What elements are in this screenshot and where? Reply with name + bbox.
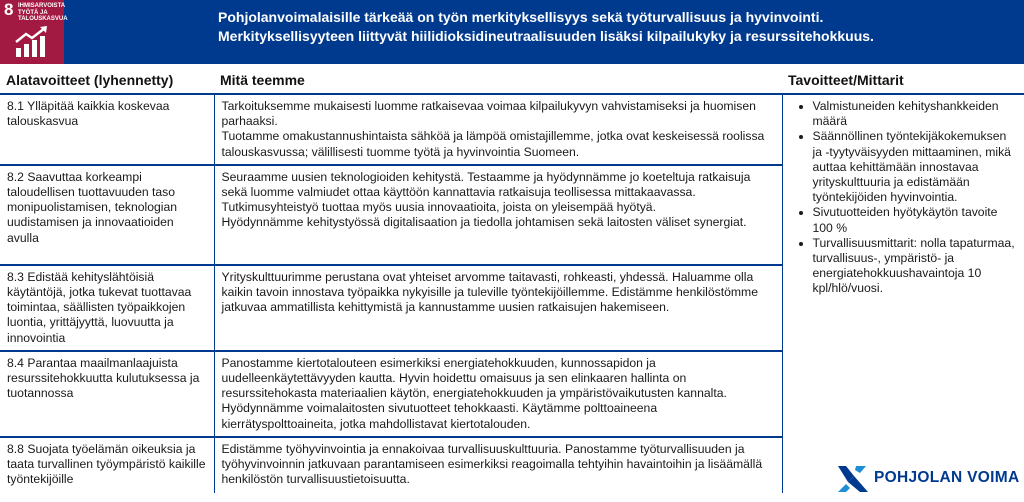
action-text: Panostamme kiertotalouteen esimerkiksi energiatehokkuuden, kunnossapidon ja uudelleenkäytettävyyden kautta. Hyvin hoidettu omaisuus ja sen elinkaaren hallinta on resurssitehokasta materiaalien käytön, energiatehokkuuden ja ympäristövaikutusten kannalta. Hyödynnämme voimalaitosten sivutuotteet tehokkaasti. Käytämme polttoaineena kierrätyspolttoaineita, jotka mahdollistavat kiertotalouden. bbox=[221, 355, 727, 431]
growth-chart-icon bbox=[14, 26, 50, 58]
targets-cell bbox=[782, 94, 1024, 493]
action-text: Hyödynnämme kehitystyössä digitalisaation ja tiedolla johtamisen sekä laitosten väliset synergiat. bbox=[221, 215, 747, 230]
subgoal-cell: 8.3 Edistää kehityslähtöisiä käytäntöjä, jotka tukevat tuottavaa toimintaa, säällisten työpaikkojen luontia, yrittäjyyttä, luovuutta ja innovointia bbox=[0, 265, 214, 351]
column-header-actions: Mitä teemme bbox=[214, 67, 782, 94]
header-line-2: Merkityksellisyyteen liittyvät hiilidioksidineutraalisuuden lisäksi kilpailukyky ja resurssitehokkuus. bbox=[218, 28, 874, 44]
sdg-title bbox=[18, 3, 68, 23]
subgoal-cell: 8.1 Ylläpitää kaikkia koskevaa talouskasvua bbox=[0, 94, 214, 165]
list-item: • Säännöllinen työntekijäkokemuksen ja -tyytyväisyyden mittaaminen, mikä auttaa kehittämään innostavaa yrityskulttuuria ja edistämään työntekijöiden hyvinvointia. bbox=[813, 129, 1019, 205]
sdg-number: 8 bbox=[4, 0, 14, 19]
action-text: Tuotamme omakustannushintaista sähköä ja lämpöä omistajillemme, jotka ovat keskeisessä roolissa talouskasvussa; välillisesti tuomme työtä ja hyvinvointia Suomeen. bbox=[221, 129, 765, 159]
actions-cell bbox=[214, 437, 782, 493]
column-header-targets: Tavoitteet/Mittarit bbox=[782, 67, 1024, 94]
sdg-title-line: TYÖTÄ JA bbox=[18, 9, 48, 16]
action-text: Edistämme työhyvinvointia ja ennakoivaa turvallisuuskulttuuria. Panostamme työturvallisuuden ja työhyvinvoinnin jatkuvaan parantamiseen esimerkiksi reagoimalla tehtyihin havaintoihin ja lisäämällä henkilöstön turvallisuustietoisuutta. bbox=[221, 441, 763, 487]
header-statement bbox=[218, 8, 1008, 46]
actions-cell bbox=[214, 351, 782, 437]
targets-list bbox=[799, 99, 1019, 297]
actions-cell bbox=[214, 94, 782, 165]
action-text: Yrityskulttuurimme perustana ovat yhteiset arvomme taitavasti, rohkeasti, yhdessä. Haluamme olla kaikin tavoin innostava työpaikka nykyisille ja tuleville työntekijöillemme. Edistämme henkilöstömme jatkuvaa ammatillista kehittymistä ja kannustamme uusien ratkaisujen hakemiseen. bbox=[221, 269, 758, 315]
subgoal-cell: 8.8 Suojata työelämän oikeuksia ja taata turvallinen työympäristö kaikille työntekijöille bbox=[0, 437, 214, 493]
logo-mark-icon bbox=[836, 462, 870, 496]
goals-table bbox=[0, 67, 1024, 493]
logo-wordmark: POHJOLAN VOIMA bbox=[874, 469, 1020, 486]
list-item: • Sivutuotteiden hyötykäytön tavoite 100 % bbox=[813, 205, 1019, 235]
sdg-title-line: IHMISARVOISTA bbox=[18, 3, 66, 9]
company-logo bbox=[836, 460, 1020, 498]
header-line-1: Pohjolanvoimalaisille tärkeää on työn merkityksellisyys sekä työturvallisuus ja hyvinvointi. bbox=[218, 9, 824, 25]
subgoal-cell: 8.4 Parantaa maailmanlaajuista resurssitehokkuutta kulutuksessa ja tuotannossa bbox=[0, 351, 214, 437]
action-text: Tarkoituksemme mukaisesti luomme ratkaisevaa voimaa kilpailukyvyn vahvistamiseksi ja huomisen parhaaksi. bbox=[221, 99, 756, 129]
list-item: • Valmistuneiden kehityshankkeiden määrä bbox=[813, 99, 1019, 129]
sdg-title-line: TALOUSKASVUA bbox=[18, 16, 68, 22]
column-header-subgoals: Alatavoitteet (lyhennetty) bbox=[0, 67, 214, 94]
actions-cell bbox=[214, 265, 782, 351]
sdg-goal-badge bbox=[0, 0, 68, 64]
list-item: • Turvallisuusmittarit: nolla tapaturmaa, turvallisuus-, ympäristö- ja energiatehokkuushavaintoja 10 kpl/hlö/vuosi. bbox=[813, 236, 1019, 297]
subgoal-cell: 8.2 Saavuttaa korkeampi taloudellisen tuottavuuden taso monipuolistamisen, teknologian uudistamisen ja innovaatioiden avulla bbox=[0, 165, 214, 265]
actions-cell bbox=[214, 165, 782, 265]
action-text: Seuraamme uusien teknologioiden kehitystä. Testaamme ja hyödynnämme jo koeteltuja ratkaisuja sekä luomme valmiudet ottaa käyttöön kannattavia ratkaisuja teollisessa mittakaavassa. Tutkimusyhteistyö tuottaa myös uusia innovaatioita, joista on yleisempää hyötyä. bbox=[221, 169, 751, 215]
table-header-row bbox=[0, 67, 1024, 94]
header-banner bbox=[0, 0, 1024, 64]
table-row bbox=[0, 94, 1024, 165]
